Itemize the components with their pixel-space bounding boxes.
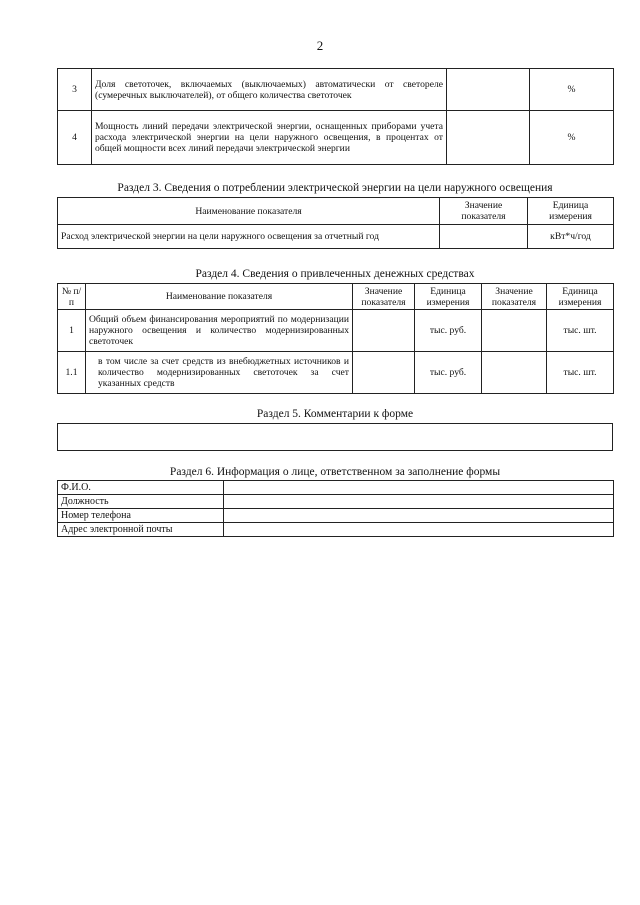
table-row [58,310,614,352]
table-header-row [58,198,614,225]
table-row [58,495,614,509]
table-row [58,111,614,165]
unit-cell: тыс. шт. [547,310,614,352]
section6-table [57,480,614,537]
row-number: 1 [58,310,86,352]
unit-cell: % [530,69,614,111]
indicator-value-cell[interactable] [482,310,547,352]
table-row [58,523,614,537]
field-label: Адрес электронной почты [58,523,224,537]
indicator-name: в том числе за счет средств из внебюджетных источников и количество модернизированных светоточек за счет указанных средств [86,352,353,394]
table-row [58,424,613,451]
table-row [58,352,614,394]
indicator-name: Расход электрической энергии на цели наружного освещения за отчетный год [58,225,440,249]
indicator-value-cell[interactable] [353,310,415,352]
row-number: 3 [58,69,92,111]
unit-cell: тыс. шт. [547,352,614,394]
section2-continued-table [57,68,614,165]
header-value: Значение показателя [353,284,415,310]
row-number: 4 [58,111,92,165]
section5-comment-table [57,423,613,451]
section4-title: Раздел 4. Сведения о привлеченных денежных средствах [195,268,475,280]
indicator-name: Общий объем финансирования мероприятий по модернизации наружного освещения и количество модернизированных светоточек [86,310,353,352]
indicator-value-cell[interactable] [353,352,415,394]
section4-table [57,283,614,394]
row-number: 1.1 [58,352,86,394]
email-field[interactable] [224,523,614,537]
header-unit: Единица измерения [547,284,614,310]
header-indicator-name: Наименование показателя [86,284,353,310]
field-label: Должность [58,495,224,509]
unit-cell: кВт*ч/год [528,225,614,249]
section5-title: Раздел 5. Комментарии к форме [256,408,414,420]
indicator-value-cell[interactable] [440,225,528,249]
table-row [58,225,614,249]
unit-cell: % [530,111,614,165]
phone-field[interactable] [224,509,614,523]
indicator-value-cell[interactable] [482,352,547,394]
section3-table [57,197,614,249]
header-unit: Единица измерения [528,198,614,225]
position-field[interactable] [224,495,614,509]
table-row [58,69,614,111]
indicator-value-cell[interactable] [447,111,530,165]
table-row [58,509,614,523]
page-number: 2 [316,38,324,53]
header-unit: Единица измерения [415,284,482,310]
header-indicator-name: Наименование показателя [58,198,440,225]
header-value: Значение показателя [482,284,547,310]
full-name-field[interactable] [224,481,614,495]
unit-cell: тыс. руб. [415,310,482,352]
comment-field[interactable] [58,424,613,451]
section3-title: Раздел 3. Сведения о потреблении электрической энергии на цели наружного освещения [117,182,553,194]
header-number: № п/п [58,284,86,310]
section6-title: Раздел 6. Информация о лице, ответственном за заполнение формы [169,466,501,478]
table-header-row [58,284,614,310]
indicator-name: Мощность линий передачи электрической энергии, оснащенных приборами учета расхода электрической энергии на цели наружного освещения, в процентах от общей мощности всех линий передачи электрической энергии [92,111,447,165]
field-label: Номер телефона [58,509,224,523]
indicator-value-cell[interactable] [447,69,530,111]
indicator-name: Доля светоточек, включаемых (выключаемых) автоматически от светореле (сумеречных выключателей), от общего количества светоточек [92,69,447,111]
unit-cell: тыс. руб. [415,352,482,394]
table-row [58,481,614,495]
header-value: Значение показателя [440,198,528,225]
field-label: Ф.И.О. [58,481,224,495]
